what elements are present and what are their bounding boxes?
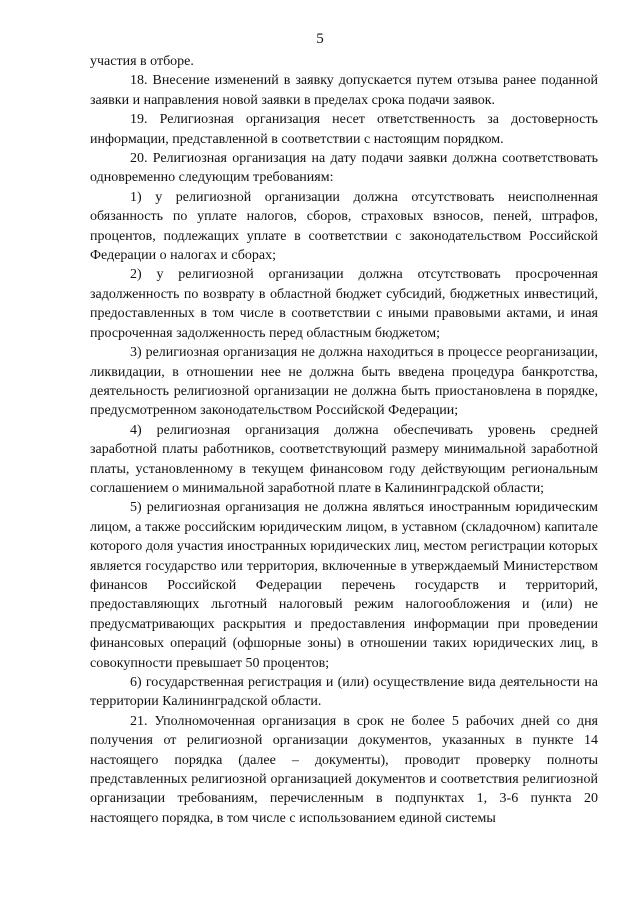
paragraph-continuation: участия в отборе. <box>90 54 194 69</box>
paragraph-18: 18. Внесение изменений в заявку допускается путем отзыва ранее поданной заявки и направления новой заявки в пределах срока подачи заявок. <box>90 73 598 108</box>
paragraph-20-item-1: 1) у религиозной организации должна отсутствовать неисполненная обязанность по уплате налогов, сборов, страховых взносов, пеней, штрафов, процентов, подлежащих уплате в соответствии с законодательством Российской Федерации о налогах и сборах; <box>90 189 598 264</box>
paragraph-21: 21. Уполномоченная организация в срок не более 5 рабочих дней со дня получения от религиозной организации документов, указанных в пункте 14 настоящего порядка (далее – документы), проводит проверку полноты представленных религиозной организацией документов и соответствия религиозной организации требованиям, перечисленным в подпунктах 1, 3-6 пункта 20 настоящего порядка, в том числе с использованием единой системы <box>90 713 598 826</box>
paragraph-19: 19. Религиозная организация несет ответственность за достоверность информации, представленной в соответствии с настоящим порядком. <box>90 112 598 147</box>
document-body <box>90 52 598 828</box>
paragraph-20-item-5: 5) религиозная организация не должна являться иностранным юридическим лицом, а также российским юридическим лицом, в уставном (складочном) капитале которого доля участия иностранных юридических лиц, местом регистрации которых является государство или территория, включенные в утверждаемый Министерством финансов Российской Федерации перечень государств и территорий, предоставляющих льготный налоговый режим налогообложения и (или) не предусматривающих раскрытия и предоставления информации при проведении финансовых операций (офшорные зоны) в отношении таких юридических лиц, в совокупности превышает 50 процентов; <box>90 500 598 671</box>
paragraph-20-item-2: 2) у религиозной организации должна отсутствовать просроченная задолженность по возврату в областной бюджет субсидий, бюджетных инвестиций, предоставленных в том числе в соответствии с иными правовыми актами, и иная просроченная задолженность перед областным бюджетом; <box>90 267 598 341</box>
page-number: 5 <box>316 31 324 47</box>
paragraph-20: 20. Религиозная организация на дату подачи заявки должна соответствовать одновременно следующим требованиям: <box>90 151 598 186</box>
paragraph-20-item-3: 3) религиозная организация не должна находиться в процессе реорганизации, ликвидации, в отношении нее не должна быть введена процедура банкротства, деятельность религиозной организации не должна быть приостановлена в порядке, предусмотренном законодательством Российской Федерации; <box>90 345 598 419</box>
paragraph-20-item-4: 4) религиозная организация должна обеспечивать уровень средней заработной платы работников, соответствующий размеру минимальной заработной платы, установленному в текущем финансовом году действующим региональным соглашением о минимальной заработной плате в Калининградской области; <box>90 422 598 496</box>
paragraph-20-item-6: 6) государственная регистрация и (или) осуществление вида деятельности на территории Калининградской области. <box>90 675 598 710</box>
